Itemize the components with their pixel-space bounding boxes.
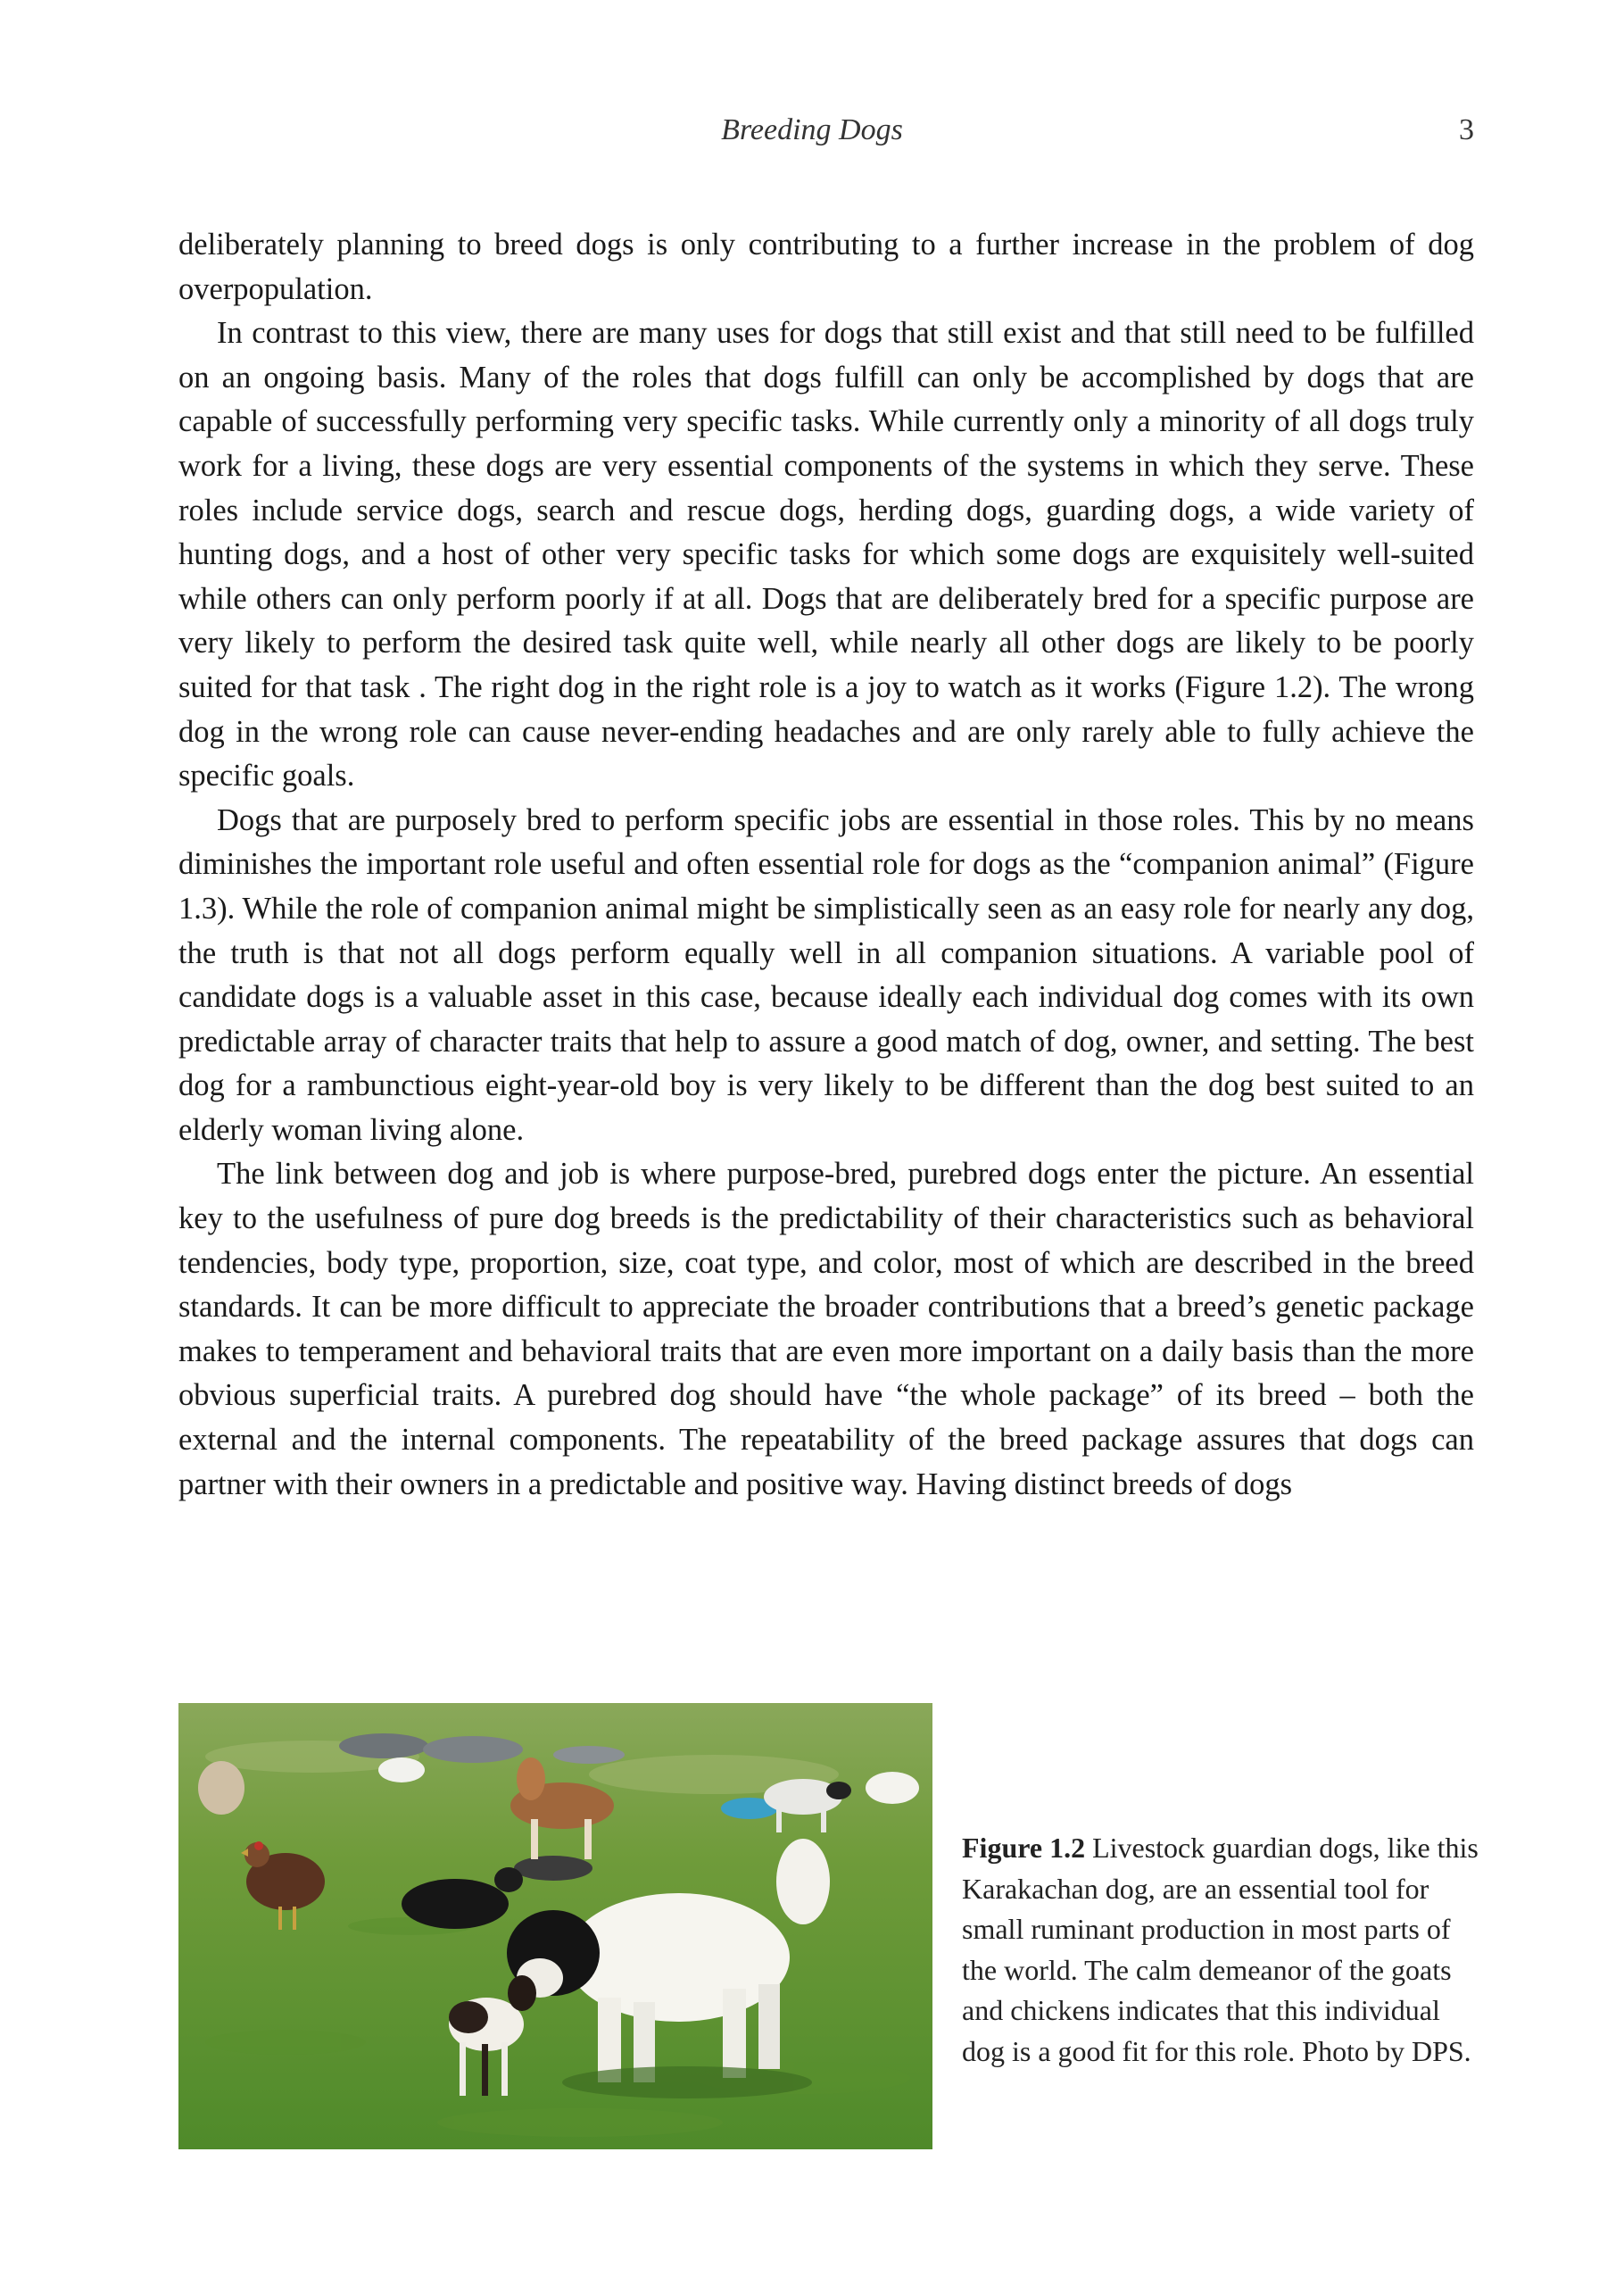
figure-caption [962, 1828, 1479, 2072]
figure-photo-livestock-guardian-dog [178, 1703, 932, 2149]
paragraph-2: In contrast to this view, there are many uses for dogs that still exist and that still need to be fulfilled on an ongoing basis. Many of the roles that dogs fulfill can only be accomplished by dogs that are capable of successfully performing very specific tasks. While currently only a minority of all dogs truly work for a living, these dogs are very essential components of the systems in which they serve. These roles include service dogs, search and rescue dogs, herding dogs, guarding dogs, a wide variety of hunting dogs, and a host of other very specific tasks for which some dogs are exquisitely well-suited while others can only perform poorly if at all. Dogs that are deliberately bred for a specific purpose are very likely to perform the desired task quite well, while nearly all other dogs are likely to be poorly suited for that task . The right dog in the right role is a joy to watch as it works (Figure 1.2). The wrong dog in the wrong role can cause never-ending headaches and are only rarely able to fully achieve the specific goals. [178, 316, 1474, 794]
figure-caption-text: Livestock guardian dogs, like this Karakachan dog, are an essential tool for small ruminant production in most parts of the world. The calm demeanor of the goats and chickens indicates that this individual dog is a good fit for this role. Photo by DPS. [962, 1832, 1479, 2067]
running-head [0, 109, 1624, 152]
page-number: 3 [1459, 113, 1474, 146]
figure-label: Figure 1.2 [962, 1832, 1086, 1864]
paragraph-3: Dogs that are purposely bred to perform specific jobs are essential in those roles. This by no means diminishes the important role useful and often essential role for dogs as the “companion animal” (Figure 1.3). While the role of companion animal might be simplistically seen as an easy role for nearly any dog, the truth is that not all dogs perform equally well in all companion situations. A variable pool of candidate dogs is a valuable asset in this case, because ideally each individual dog comes with its own predictable array of character traits that help to assure a good match of dog, owner, and setting. The best dog for a rambunctious eight-year-old boy is very likely to be different than the dog best suited to an elderly woman living alone. [178, 802, 1474, 1147]
body-text [178, 223, 1474, 1507]
paragraph-4: The link between dog and job is where purpose-bred, purebred dogs enter the picture. An essential key to the usefulness of pure dog breeds is the predictability of their characteristics such as behavioral tendencies, body type, proportion, size, coat type, and color, most of which are described in the breed standards. It can be more difficult to appreciate the broader contributions that a breed’s genetic package makes to temperament and behavioral traits that are even more important on a daily basis than the more obvious superficial traits. A purebred dog should have “the whole package” of its breed – both the external and the internal components. The repeatability of the breed package assures that dogs can partner with their owners in a predictable and positive way. Having distinct breeds of dogs [178, 1157, 1474, 1501]
paragraph-1: deliberately planning to breed dogs is only contributing to a further increase in the problem of dog overpopulation. [178, 228, 1474, 306]
running-title: Breeding Dogs [721, 113, 903, 146]
figure-1-2 [178, 1703, 1479, 2149]
